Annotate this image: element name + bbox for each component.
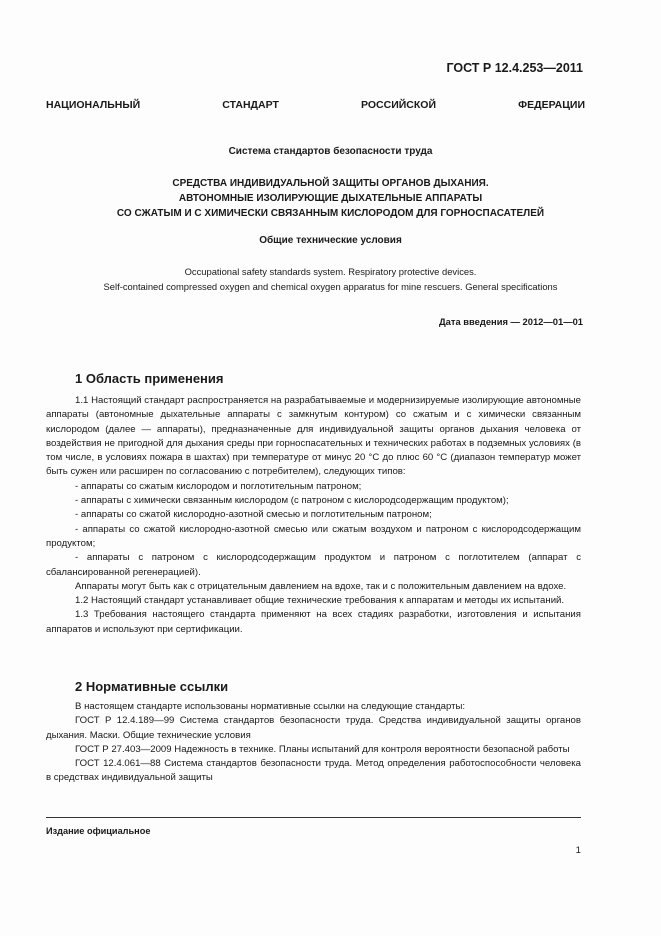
document-subtitle: Общие технические условия — [259, 235, 402, 246]
list-item: - аппараты со сжатой кислородно-азотной смесью или сжатым воздухом и патроном с кислородсодержащим продуктом; — [46, 523, 581, 549]
list-item: - аппараты со сжатой кислородно-азотной смесью и поглотительным патроном; — [75, 509, 432, 521]
standards-series: Система стандартов безопасности труда — [228, 146, 433, 157]
official-edition-label: Издание официальное — [46, 826, 151, 836]
section-body — [46, 394, 581, 637]
english-title-line: Self-contained compressed oxygen and chemical oxygen apparatus for mine rescuers. General specifications — [103, 281, 558, 292]
reference-item: ГОСТ Р 12.4.189—99 Система стандартов безопасности труда. Средства индивидуальной защиты органов дыхания. Маски. Общие технические условия — [46, 715, 581, 741]
section-heading: 2 Нормативные ссылки — [75, 679, 229, 694]
reference-item: ГОСТ Р 27.403—2009 Надежность в технике. Планы испытаний для контроля вероятности безопасной работы — [75, 743, 570, 755]
page-number: 1 — [575, 845, 581, 856]
section-heading: 1 Область применения — [75, 371, 224, 386]
paragraph: 1.1 Настоящий стандарт распространяется на разрабатываемые и модернизируемые изолирующие автономные аппараты (автономные дыхательные аппараты с замкнутым контуром) со сжатым и с химически связанным кислородом (далее — аппараты), предназначенные для индивидуальной защиты органов дыхания человека от воздействия не пригодной для дыхания среды при горноспасательных и технических работах в подземных условиях (в том числе, в условиях пожара в шахтах) при температуре от минус 20 °С до плюс 60 °С (диапазон температур может быть сужен или расширен по согласованию с потребителем), следующих типов: — [46, 395, 581, 478]
list-item: - аппараты с химически связанным кислородом (с патроном с кислородсодержащим продуктом); — [75, 495, 509, 507]
document-number: ГОСТ Р 12.4.253—2011 — [446, 61, 583, 75]
section-body — [46, 700, 581, 786]
reference-item: ГОСТ 12.4.061—88 Система стандартов безопасности труда. Метод определения работоспособности человека в средствах индивидуальной защиты — [46, 758, 581, 784]
introduction-date: Дата введения — 2012—01—01 — [438, 316, 583, 327]
english-title — [60, 264, 601, 294]
document-title — [60, 176, 601, 221]
title-line: СО СЖАТЫМ И С ХИМИЧЕСКИ СВЯЗАННЫМ КИСЛОРОДОМ ДЛЯ ГОРНОСПАСАТЕЛЕЙ — [116, 208, 545, 219]
paragraph: 1.3 Требования настоящего стандарта применяют на всех стадиях разработки, изготовления и испытания аппаратов и используют при сертификации. — [46, 609, 581, 635]
list-item: - аппараты с патроном с кислородсодержащим продуктом и патроном с поглотителем (аппарат с сбалансированной регенерацией). — [46, 552, 581, 578]
national-standard-header: НАЦИОНАЛЬНЫЙ СТАНДАРТ РОССИЙСКОЙ ФЕДЕРАЦИИ — [46, 99, 585, 111]
paragraph: В настоящем стандарте использованы нормативные ссылки на следующие стандарты: — [75, 701, 466, 712]
title-line: АВТОНОМНЫЕ ИЗОЛИРУЮЩИЕ ДЫХАТЕЛЬНЫЕ АППАРАТЫ — [178, 193, 483, 204]
paragraph: 1.2 Настоящий стандарт устанавливает общие технические требования к аппаратам и методы их испытаний. — [75, 595, 565, 607]
list-item: - аппараты со сжатым кислородом и поглотительным патроном; — [75, 480, 362, 492]
footer-divider — [46, 817, 581, 818]
english-title-line: Occupational safety standards system. Respiratory protective devices. — [184, 266, 477, 277]
title-line: СРЕДСТВА ИНДИВИДУАЛЬНОЙ ЗАЩИТЫ ОРГАНОВ ДЫХАНИЯ. — [172, 178, 489, 189]
paragraph: Аппараты могут быть как с отрицательным давлением на вдохе, так и с положительным давлением на вдохе. — [75, 580, 567, 592]
